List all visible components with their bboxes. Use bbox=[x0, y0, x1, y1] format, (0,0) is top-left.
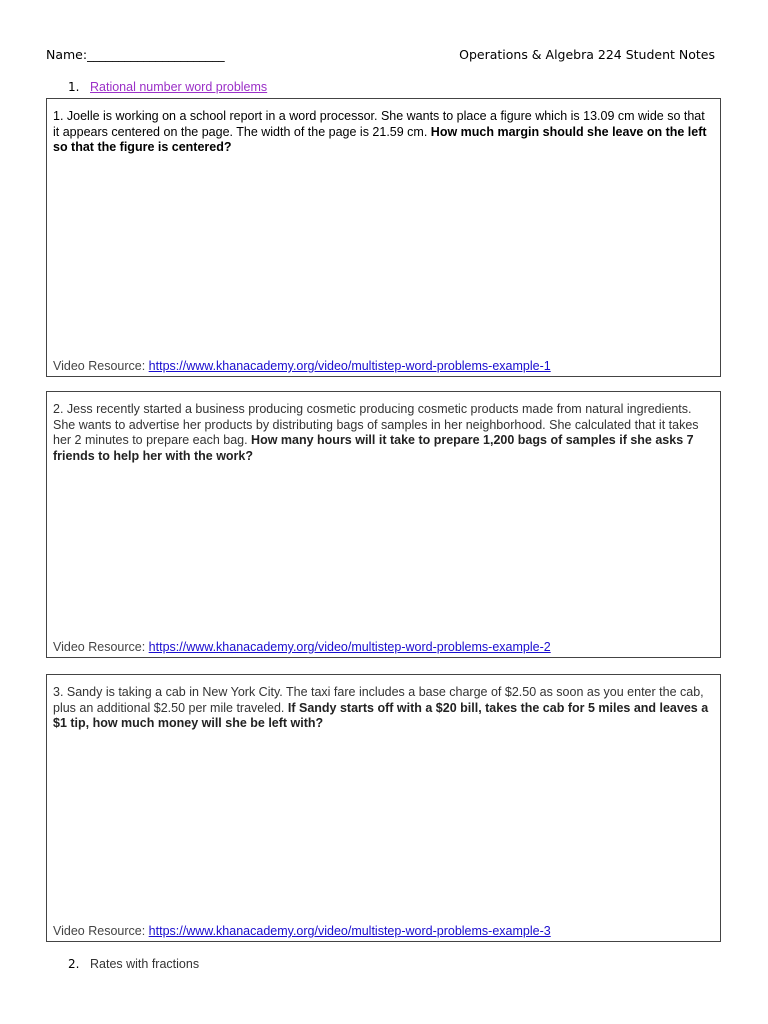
video-resource-label: Video Resource: bbox=[53, 359, 149, 373]
problem-box-2 bbox=[46, 391, 721, 658]
problem-box-3 bbox=[46, 674, 721, 942]
section-number: 2. bbox=[68, 957, 80, 971]
course-title: Operations & Algebra 224 Student Notes bbox=[459, 47, 715, 62]
problem-statement: 3. Sandy is taking a cab in New York City. The taxi fare includes a base charge of $2.50 as soon as you enter the cab, plus an additional $2.50 per mile traveled. bbox=[53, 685, 704, 715]
problem-statement: 1. Joelle is working on a school report in a word processor. She wants to place a figure which is 13.09 cm wide so that it appears centered on the page. The width of the page is 21.59 cm. bbox=[53, 109, 705, 139]
problem-box-1 bbox=[46, 98, 721, 377]
video-resource-link-1[interactable]: https://www.khanacademy.org/video/multistep-word-problems-example-1 bbox=[148, 359, 551, 373]
problem-question: How much margin should she leave on the left so that the figure is centered? bbox=[53, 124, 707, 154]
problem-question: If Sandy starts off with a $20 bill, takes the cab for 5 miles and leaves a $1 tip, how much money will she be left with? bbox=[53, 700, 709, 730]
problem-text bbox=[53, 685, 714, 732]
problem-text bbox=[53, 402, 714, 464]
video-resource-link-3[interactable]: https://www.khanacademy.org/video/multistep-word-problems-example-3 bbox=[148, 924, 551, 938]
section-title-rates-with-fractions: Rates with fractions bbox=[90, 957, 200, 971]
section-heading-1 bbox=[68, 80, 267, 94]
problem-question: How many hours will it take to prepare 1,200 bags of samples if she asks 7 friends to help her with the work? bbox=[53, 433, 694, 463]
video-resource-label: Video Resource: bbox=[53, 924, 149, 938]
problem-text bbox=[53, 109, 714, 156]
section-link-rational-number-word-problems[interactable]: Rational number word problems bbox=[90, 80, 268, 94]
video-resource-label: Video Resource: bbox=[53, 640, 149, 654]
video-resource bbox=[53, 924, 551, 938]
section-heading-2 bbox=[68, 957, 199, 971]
video-resource-link-2[interactable]: https://www.khanacademy.org/video/multistep-word-problems-example-2 bbox=[148, 640, 551, 654]
video-resource bbox=[53, 359, 551, 373]
problem-statement: 2. Jess recently started a business producing cosmetic producing cosmetic products made from natural ingredients. She wants to advertise her products by distributing bags of samples in her neighborhood. She calculated that it takes her 2 minutes to prepare each bag. bbox=[53, 402, 699, 447]
name-field-label: Name:______________________ bbox=[46, 47, 225, 62]
section-number: 1. bbox=[68, 80, 80, 94]
video-resource bbox=[53, 640, 551, 654]
